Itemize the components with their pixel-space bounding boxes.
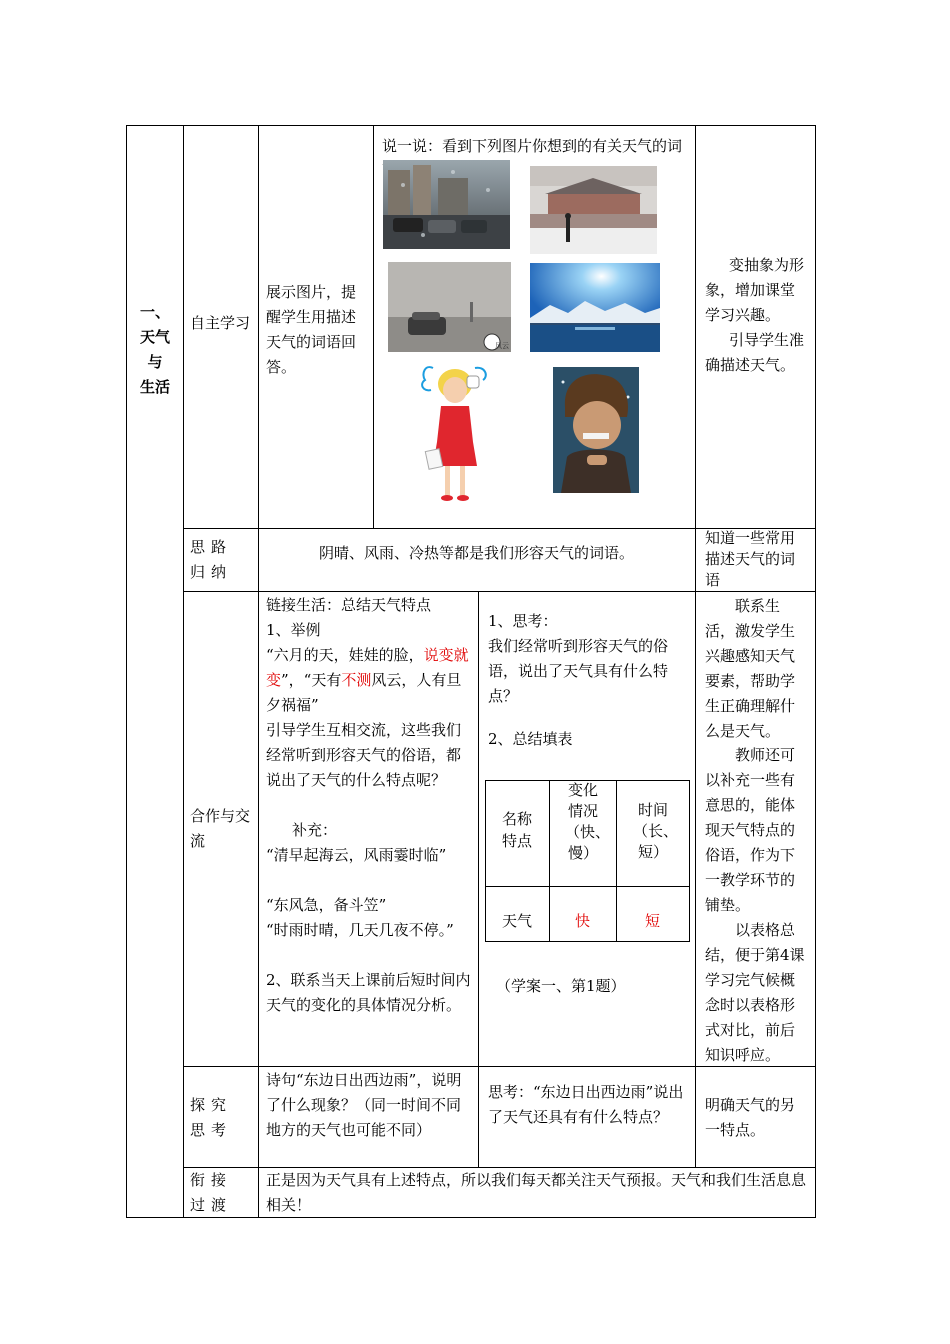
divider-content-intent [695,125,696,1168]
table-top-border [126,125,816,126]
row3-teacher-line2: 1、举例 [266,621,321,639]
row4-stage-label: 探究思考 [190,1096,233,1139]
row4-intent: 明确天气的另一特点。 [705,1096,796,1139]
row1-intent-line-1: 变抽象为形象，增加课堂学习兴趣。 [705,256,805,324]
foggy-photo-caption: 风云 [495,342,509,350]
foggy-road-photo [388,262,511,352]
row4-student-text: 思考：“东边日出西边雨”说出了天气还具有有什么特点？ [488,1083,684,1126]
row2-intent: 知道一些常用描述天气的词语 [705,529,796,589]
row3-supplement-label: 补充： [292,821,338,839]
row3-saying-red1: 说变就变 [266,646,469,689]
table-cell-fast: 快 [574,912,590,930]
row3-table-title: 2、总结填表 [488,730,573,748]
row5-content: 正是因为天气具有上述特点，所以我们每天都关注天气预报。天气和我们生活息息相关！ [266,1171,807,1214]
table-left-border [126,125,127,1218]
row2-content: 阴晴、风雨、冷热等都是我们形容天气的词语。 [318,544,634,562]
row1-stage-label: 自主学习 [190,314,251,332]
section-title-line-2: 与 [147,353,163,371]
table-right-border [815,125,816,1218]
section-number: 一、 [139,303,170,321]
row4-teacher-text: 诗句“东边日出西边雨”，说明了什么现象？（同一时间不同地方的天气也可能不同） [266,1071,462,1139]
row2-stage-label: 思路归纳 [190,538,233,581]
snowy-tiananmen-photo [530,166,657,254]
divider-stage-content [258,125,259,1218]
row3-intent-1: 联系生活，激发学生兴趣感知天气要素，帮助学生正确理解什么是天气。 [705,597,796,740]
row3-saying-3: “时雨时晴，几天几夜不停。” [266,921,454,939]
divider-section-stage [183,125,184,1218]
table-header-name: 名称特点 [501,810,532,850]
table-cell-weather: 天气 [501,912,532,930]
row3-saying-1: “清早起海云，风雨霎时临” [266,846,447,864]
table-header-time: 时间（长、短） [633,801,679,861]
row3-item2: 2、联系当天上课前后短时间内天气的变化的具体情况分析。 [266,971,471,1014]
hot-woman-cartoon [415,362,497,504]
rainy-street-photo [383,160,510,249]
row1-teacher-text: 展示图片，提醒学生用描述天气的词语回答。 [266,283,357,376]
table-cell-short: 短 [644,912,660,930]
row3-saying-red2: 不测 [341,671,372,689]
row3-stage-label: 合作与交流 [190,807,251,850]
row3-saying-post: 风云，人有旦夕祸福” [266,671,462,714]
row3-teacher-line1: 链接生活：总结天气特点 [266,596,432,614]
row3-guide-text: 引导学生互相交流，这些我们经常听到形容天气的俗语，都说出了天气的什么特点呢？ [266,721,462,789]
row3-note: （学案一、第1题） [496,977,626,995]
row2-bottom [183,591,816,592]
sunny-mountain-lake-photo [530,263,660,352]
row1-intent-line-2: 引导学生准确描述天气。 [705,331,805,374]
row3-saying-pre: “六月的天，娃娃的脸， [266,646,424,664]
row1-activity-title: 说一说：看到下列图片你想到的有关天气的词 [382,137,683,155]
divider-row1-teacher-images [373,125,374,528]
row3-saying-mid: ”，“天有 [281,671,342,689]
section-title-line-3: 生活 [139,378,170,396]
cold-man-cartoon [553,367,639,493]
divider-row3-teacher-student [478,591,479,1168]
row3-saying-2: “东风急，备斗笠” [266,896,387,914]
section-title-line-1: 天气 [139,328,170,346]
table-header-change: 变化情况（快、慢） [565,781,611,862]
row3-think-text: 我们经常听到形容天气的俗语，说出了天气具有什么特点？ [488,637,669,705]
row5-stage-label: 衔接过渡 [190,1171,233,1214]
row3-intent-3: 以表格总结，便于第4课学习完气候概念时以表格形式对比，前后知识呼应。 [705,921,805,1064]
row3-think-title: 1、思考： [488,612,558,630]
summary-table [485,780,690,942]
row3-saying-main [266,643,474,718]
row3-intent-2: 教师还可以补充一些有意思的，能体现天气特点的俗语，作为下一教学环节的铺垫。 [705,746,796,914]
